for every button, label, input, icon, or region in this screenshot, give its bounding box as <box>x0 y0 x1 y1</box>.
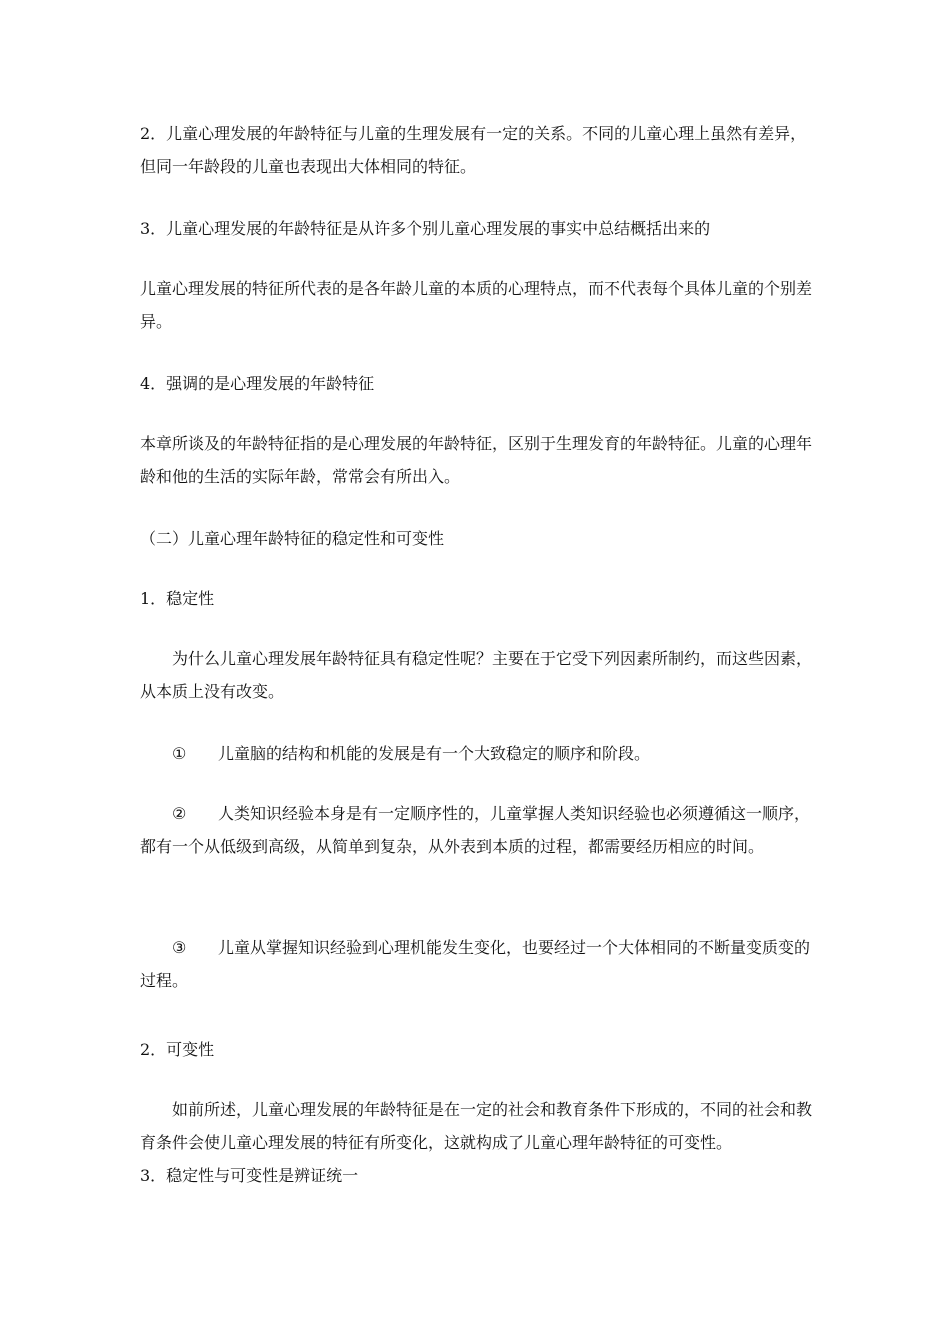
paragraph-age-feature-summary: 3．儿童心理发展的年龄特征是从许多个别儿童心理发展的事实中总结概括出来的 <box>140 219 711 238</box>
paragraph-emphasis-heading: 4．强调的是心理发展的年龄特征 <box>140 374 375 393</box>
paragraph-essential-features: 儿童心理发展的特征所代表的是各年龄儿童的本质的心理特点，而不代表每个具体儿童的个别差异。 <box>140 279 813 331</box>
paragraph-psychological-age: 本章所谈及的年龄特征指的是心理发展的年龄特征，区别于生理发育的年龄特征。儿童的心理年龄和他的生活的实际年龄，常常会有所出入。 <box>140 434 813 486</box>
list-item-text: 人类知识经验本身是有一定顺序性的，儿童掌握人类知识经验也必须遵循这一顺序，都有一个从低级到高级，从简单到复杂，从外表到本质的过程，都需要经历相应的时间。 <box>140 804 811 856</box>
list-item <box>140 737 812 770</box>
list-item <box>140 797 812 863</box>
list-marker: ② <box>172 804 187 823</box>
subheading-stability: 1．稳定性 <box>140 589 215 608</box>
list-marker: ① <box>172 744 187 763</box>
list-item <box>140 931 812 997</box>
list-marker: ③ <box>172 938 187 957</box>
list-item-text: 儿童从掌握知识经验到心理机能发生变化，也要经过一个大体相同的不断量变质变的过程。 <box>140 938 811 990</box>
paragraph-variability-explanation: 如前所述，儿童心理发展的年龄特征是在一定的社会和教育条件下形成的，不同的社会和教育条件会使儿童心理发展的特征有所变化，这就构成了儿童心理年龄特征的可变性。 <box>140 1100 813 1152</box>
subheading-variability: 2．可变性 <box>140 1040 215 1059</box>
paragraph-age-feature-physiology: 2．儿童心理发展的年龄特征与儿童的生理发展有一定的关系。不同的儿童心理上虽然有差异，但同一年龄段的儿童也表现出大体相同的特征。 <box>140 124 807 176</box>
paragraph-stability-reason: 为什么儿童心理发展年龄特征具有稳定性呢？主要在于它受下列因素所制约，而这些因素，从本质上没有改变。 <box>140 649 813 701</box>
list-item-text: 儿童脑的结构和机能的发展是有一个大致稳定的顺序和阶段。 <box>218 744 651 763</box>
section-heading-stability-variability: （二）儿童心理年龄特征的稳定性和可变性 <box>140 529 445 548</box>
subheading-dialectical-unity: 3．稳定性与可变性是辨证统一 <box>140 1166 359 1185</box>
